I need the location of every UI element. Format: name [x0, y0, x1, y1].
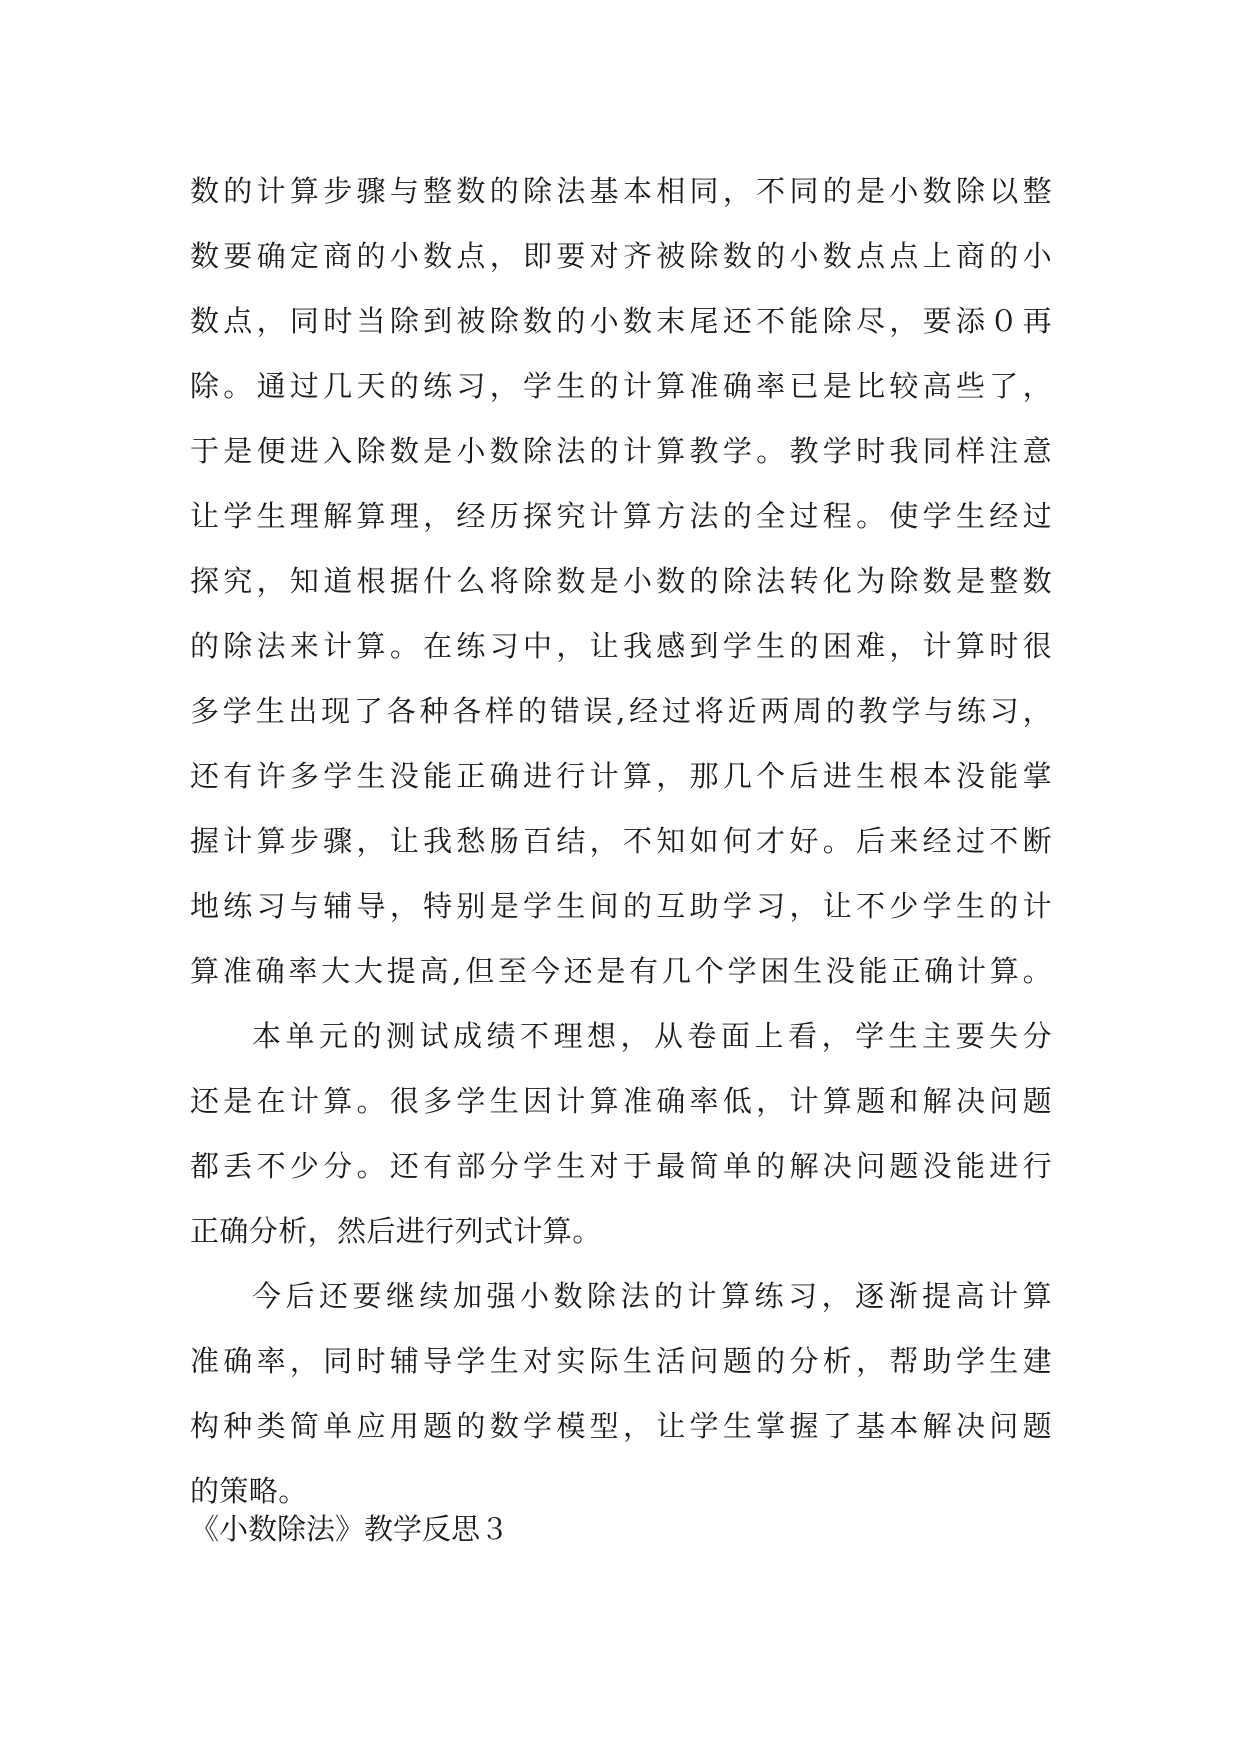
text-line: 数点，同时当除到被除数的小数末尾还不能除尽，要添０再	[190, 304, 1052, 338]
text-line: 多学生出现了各种各样的错误,经过将近两周的教学与练习，	[190, 694, 1052, 728]
text-line: 构种类简单应用题的数学模型，让学生掌握了基本解决问题	[190, 1409, 1052, 1443]
text-line: 还有许多学生没能正确进行计算，那几个后进生根本没能掌	[190, 759, 1052, 793]
paragraph-3	[190, 1264, 1052, 1524]
text-line: 数要确定商的小数点，即要对齐被除数的小数点点上商的小	[190, 239, 1052, 273]
paragraph-2	[190, 1004, 1052, 1264]
text-line: 今后还要继续加强小数除法的计算练习，逐渐提高计算	[252, 1279, 1052, 1313]
text-line: 除。通过几天的练习，学生的计算准确率已是比较高些了，	[190, 369, 1052, 403]
text-line: 还是在计算。很多学生因计算准确率低，计算题和解决问题	[190, 1084, 1052, 1118]
text-line: 地练习与辅导，特别是学生间的互助学习，让不少学生的计	[190, 889, 1052, 923]
text-line: 的除法来计算。在练习中，让我感到学生的困难，计算时很	[190, 629, 1052, 663]
text-line: 握计算步骤，让我愁肠百结，不知如何才好。后来经过不断	[190, 824, 1052, 858]
text-line: 于是便进入除数是小数除法的计算教学。教学时我同样注意	[190, 434, 1052, 468]
text-line: 都丢不少分。还有部分学生对于最简单的解决问题没能进行	[190, 1149, 1052, 1183]
section-heading: 《小数除法》教学反思３	[190, 1512, 510, 1546]
paragraph-1	[190, 159, 1052, 1004]
body-text	[190, 159, 1052, 1524]
text-line: 的策略。	[190, 1474, 308, 1508]
text-line: 本单元的测试成绩不理想，从卷面上看，学生主要失分	[252, 1019, 1052, 1053]
text-line: 正确分析，然后进行列式计算。	[190, 1214, 602, 1248]
text-line: 准确率，同时辅导学生对实际生活问题的分析，帮助学生建	[190, 1344, 1052, 1378]
text-line: 探究，知道根据什么将除数是小数的除法转化为除数是整数	[190, 564, 1052, 598]
text-line: 数的计算步骤与整数的除法基本相同，不同的是小数除以整	[190, 174, 1052, 208]
text-line: 算准确率大大提高,但至今还是有几个学困生没能正确计算。	[190, 954, 1052, 988]
text-line: 让学生理解算理，经历探究计算方法的全过程。使学生经过	[190, 499, 1052, 533]
